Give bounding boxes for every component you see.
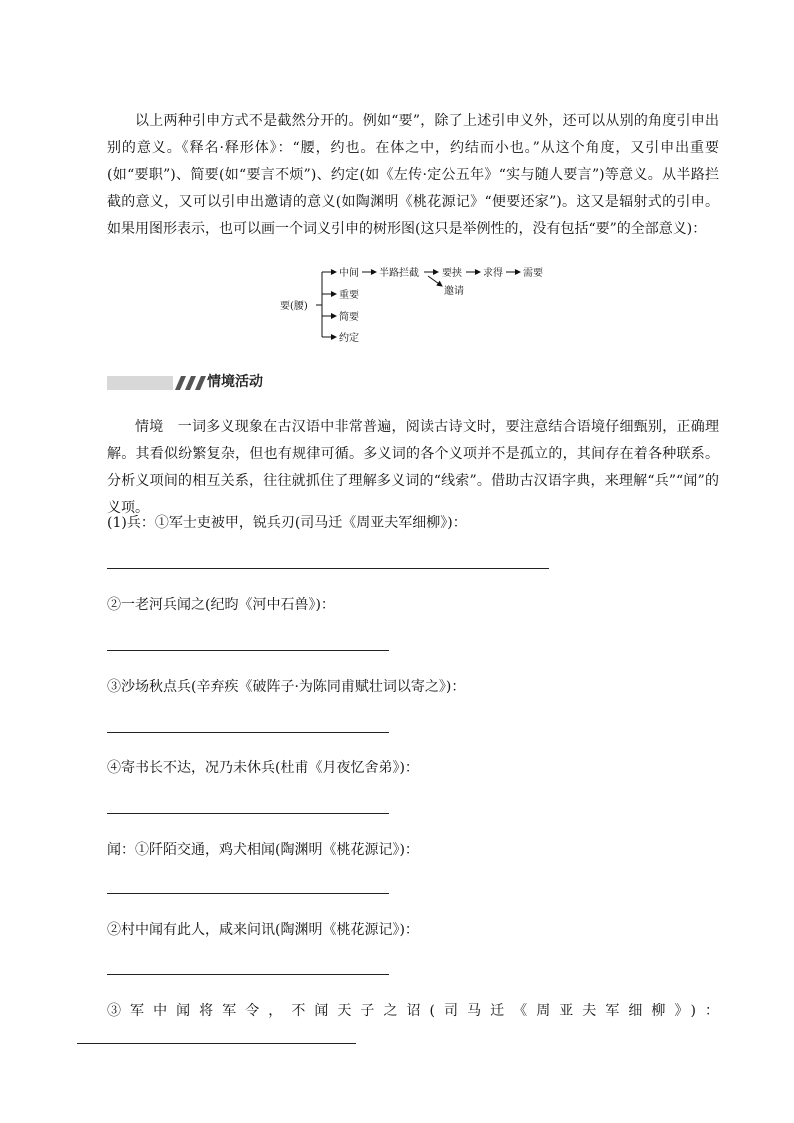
tree-root: 要(腰) — [280, 301, 308, 312]
answer-line-5[interactable] — [107, 893, 389, 894]
intro-paragraph: 以上两种引申方式不是截然分开的。例如“要”，除了上述引申义外，还可以从别的角度引申出别的意义。《释名·释形体》：“腰，约也。在体之中，约结而小也。”从这个角度，又引申出重要(如“要职”)、简要(如“要言不烦”)、约定(如《左传·定公五年》“实与随人要言”)等意义。从半路拦截的意义，又可以引申出邀请的意义(如陶渊明《桃花源记》“便要还家”)。这又是辐射式的引申。如果用图形表示，也可以画一个词义引申的树形图(这只是举例性的，没有包括“要”的全部意义)： — [107, 113, 719, 237]
tree-branch-concise: 简要 — [339, 312, 359, 323]
situation-paragraph: 情境 一词多义现象在古汉语中非常普遍，阅读古诗文时，要注意结合语境仔细甄别，正确理解。其看似纷繁复杂，但也有规律可循。多义词的各个义项并不是孤立的，其间存在着各种联系。分析义项间的相互关系，往往就抓住了理解多义词的“线索”。借助古汉语字典，来理解“兵”“闻”的义项。 — [107, 419, 719, 516]
tree-branch-agree: 约定 — [339, 333, 359, 344]
answer-line-1[interactable] — [107, 568, 549, 569]
answer-line-6[interactable] — [107, 974, 389, 975]
question-bing-4: ④寄书长不达，况乃未休兵(杜甫《月夜忆舍弟》)： — [107, 760, 419, 776]
question-wen-1: 闻：①阡陌交通，鸡犬相闻(陶渊明《桃花源记》)： — [107, 842, 419, 858]
tree-coerce: 要挟 — [442, 268, 462, 279]
tree-intercept: 半路拦截 — [379, 268, 419, 279]
question-bing-2: ②一老河兵闻之(纪昀《河中石兽》)： — [107, 597, 335, 613]
tree-branch-middle: 中间 — [339, 268, 359, 279]
question-bing-1: (1)兵：①军士吏被甲，锐兵刃(司马迁《周亚夫军细柳》)： — [107, 515, 467, 531]
tree-need: 需要 — [523, 268, 543, 279]
answer-line-7[interactable] — [77, 1043, 356, 1044]
section-title: 情境活动 — [207, 374, 263, 390]
answer-line-3[interactable] — [107, 732, 389, 733]
tree-branch-important: 重要 — [339, 290, 359, 301]
question-bing-3: ③沙场秋点兵(辛弃疾《破阵子·为陈同甫赋壮词以寄之》)： — [107, 679, 466, 695]
tree-seek: 求得 — [483, 268, 503, 279]
tree-invite: 邀请 — [444, 286, 464, 297]
question-wen-2: ②村中闻有此人，咸来问讯(陶渊明《桃花源记》)： — [107, 922, 419, 938]
question-wen-3: ③军中闻将军令，不闻天子之诏(司马迁《周亚夫军细柳》)： — [107, 1003, 719, 1019]
answer-line-4[interactable] — [107, 813, 389, 814]
meaning-tree-diagram — [278, 262, 568, 348]
answer-line-2[interactable] — [107, 650, 389, 651]
